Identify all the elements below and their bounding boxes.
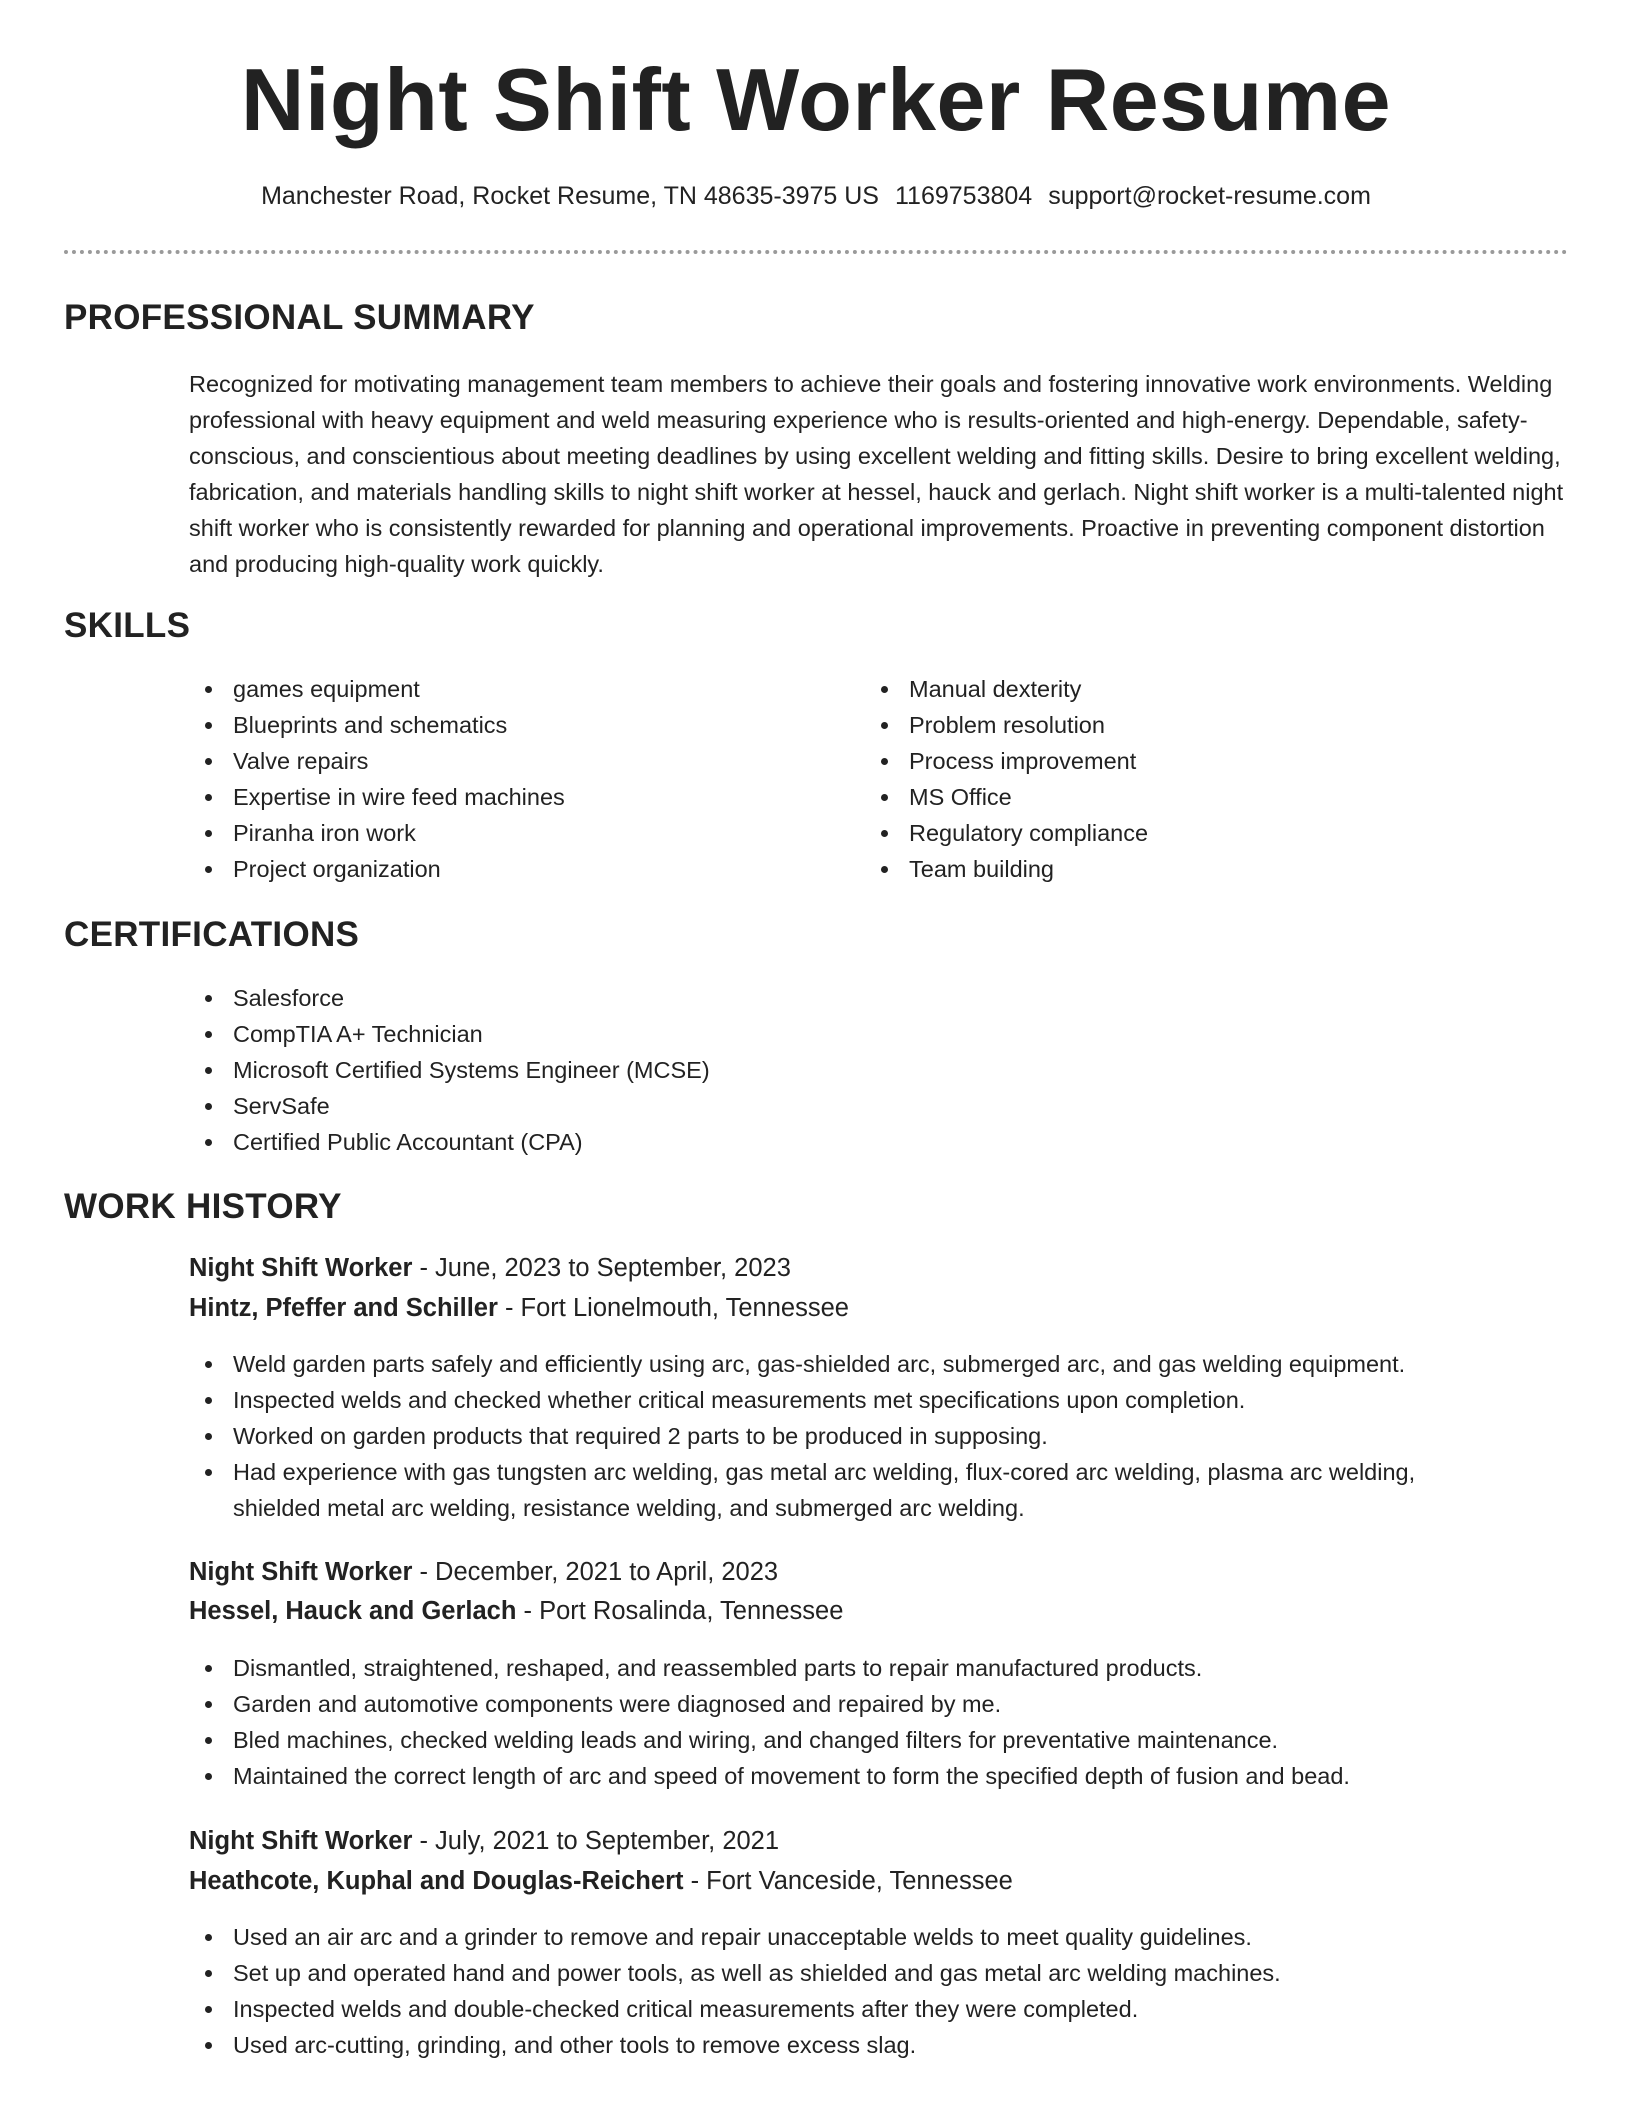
job-title-line (189, 1823, 779, 1859)
work-history-heading: WORK HISTORY (64, 1187, 342, 1226)
job-bullet: Used arc-cutting, grinding, and other tools to remove excess slag. (189, 2027, 1569, 2063)
skill-item: Blueprints and schematics (189, 707, 829, 743)
job-dates: - June, 2023 to September, 2023 (412, 1254, 791, 1282)
job-bullet: Maintained the correct length of arc and speed of movement to form the specified depth of fusion and bead. (189, 1758, 1569, 1794)
skill-item: MS Office (865, 779, 1505, 815)
skill-item: Process improvement (865, 743, 1505, 779)
job-bullet: Had experience with gas tungsten arc welding, gas metal arc welding, flux-cored arc welding, plasma arc welding, shielded metal arc welding, resistance welding, and submerged arc welding. (189, 1454, 1509, 1526)
certifications-heading: CERTIFICATIONS (64, 915, 360, 954)
job-dates: - December, 2021 to April, 2023 (412, 1558, 779, 1586)
skill-item: Regulatory compliance (865, 815, 1505, 851)
certification-item: Salesforce (189, 980, 1189, 1016)
skills-list-left (189, 671, 829, 887)
skill-item: games equipment (189, 671, 829, 707)
job-bullet: Weld garden parts safely and efficiently using arc, gas-shielded arc, submerged arc, and gas welding equipment. (189, 1346, 1509, 1382)
job-title: Night Shift Worker (189, 1827, 413, 1855)
job-bullet: Used an air arc and a grinder to remove and repair unacceptable welds to meet quality guidelines. (189, 1919, 1569, 1955)
skill-item: Problem resolution (865, 707, 1505, 743)
contact-phone: 1169753804 (895, 182, 1033, 210)
job-bullet: Worked on garden products that required 2 parts to be produced in supposing. (189, 1418, 1509, 1454)
job-bullets (189, 1650, 1569, 1794)
certification-item: CompTIA A+ Technician (189, 1016, 1189, 1052)
job-dates: - July, 2021 to September, 2021 (412, 1827, 780, 1855)
contact-line (0, 181, 1632, 211)
job-location: - Fort Vanceside, Tennessee (683, 1867, 1013, 1895)
job-bullet: Bled machines, checked welding leads and wiring, and changed filters for preventative maintenance. (189, 1722, 1569, 1758)
job-bullet: Inspected welds and double-checked critical measurements after they were completed. (189, 1991, 1569, 2027)
job-bullet: Inspected welds and checked whether critical measurements met specifications upon completion. (189, 1382, 1509, 1418)
skill-item: Project organization (189, 851, 829, 887)
job-company-line (189, 1863, 1013, 1899)
skill-item: Manual dexterity (865, 671, 1505, 707)
job-title: Night Shift Worker (189, 1558, 413, 1586)
job-company: Hintz, Pfeffer and Schiller (189, 1294, 498, 1322)
job-company: Heathcote, Kuphal and Douglas-Reichert (189, 1867, 684, 1895)
job-bullets (189, 1919, 1569, 2063)
job-title-line (189, 1554, 778, 1590)
skill-item: Team building (865, 851, 1505, 887)
job-bullet: Dismantled, straightened, reshaped, and reassembled parts to repair manufactured products. (189, 1650, 1569, 1686)
certification-item: Microsoft Certified Systems Engineer (MCSE) (189, 1052, 1189, 1088)
job-company-line (189, 1290, 849, 1326)
contact-email: support@rocket-resume.com (1048, 182, 1371, 210)
skills-list-right (865, 671, 1505, 887)
certification-item: Certified Public Accountant (CPA) (189, 1124, 1189, 1160)
contact-address: Manchester Road, Rocket Resume, TN 48635-3975 US (261, 182, 879, 210)
job-bullet: Garden and automotive components were diagnosed and repaired by me. (189, 1686, 1569, 1722)
skill-item: Valve repairs (189, 743, 829, 779)
skill-item: Expertise in wire feed machines (189, 779, 829, 815)
job-title-line (189, 1250, 791, 1286)
skills-heading: SKILLS (64, 606, 191, 645)
job-location: - Fort Lionelmouth, Tennessee (497, 1294, 849, 1322)
certification-item: ServSafe (189, 1088, 1189, 1124)
job-company-line (189, 1593, 843, 1629)
job-title: Night Shift Worker (189, 1254, 413, 1282)
job-bullet: Set up and operated hand and power tools, as well as shielded and gas metal arc welding machines. (189, 1955, 1569, 1991)
summary-heading: PROFESSIONAL SUMMARY (64, 298, 535, 337)
job-company: Hessel, Hauck and Gerlach (189, 1597, 517, 1625)
header-divider (64, 250, 1568, 254)
job-bullets (189, 1346, 1509, 1526)
skill-item: Piranha iron work (189, 815, 829, 851)
resume-title: Night Shift Worker Resume (240, 50, 1392, 149)
certifications-list (189, 980, 1189, 1160)
summary-text: Recognized for motivating management team members to achieve their goals and fostering innovative work environments. Welding professional with heavy equipment and weld measuring experience who is results-oriented and high-energy. Dependable, safety-conscious, and conscientious about meeting deadlines by using excellent welding and fitting skills. Desire to bring excellent welding, fabrication, and materials handling skills to night shift worker at hessel, hauck and gerlach. Night shift worker is a multi-talented night shift worker who is consistently rewarded for planning and operational improvements. Proactive in preventing component distortion and producing high-quality work quickly. (189, 371, 1564, 577)
job-location: - Port Rosalinda, Tennessee (516, 1597, 844, 1625)
